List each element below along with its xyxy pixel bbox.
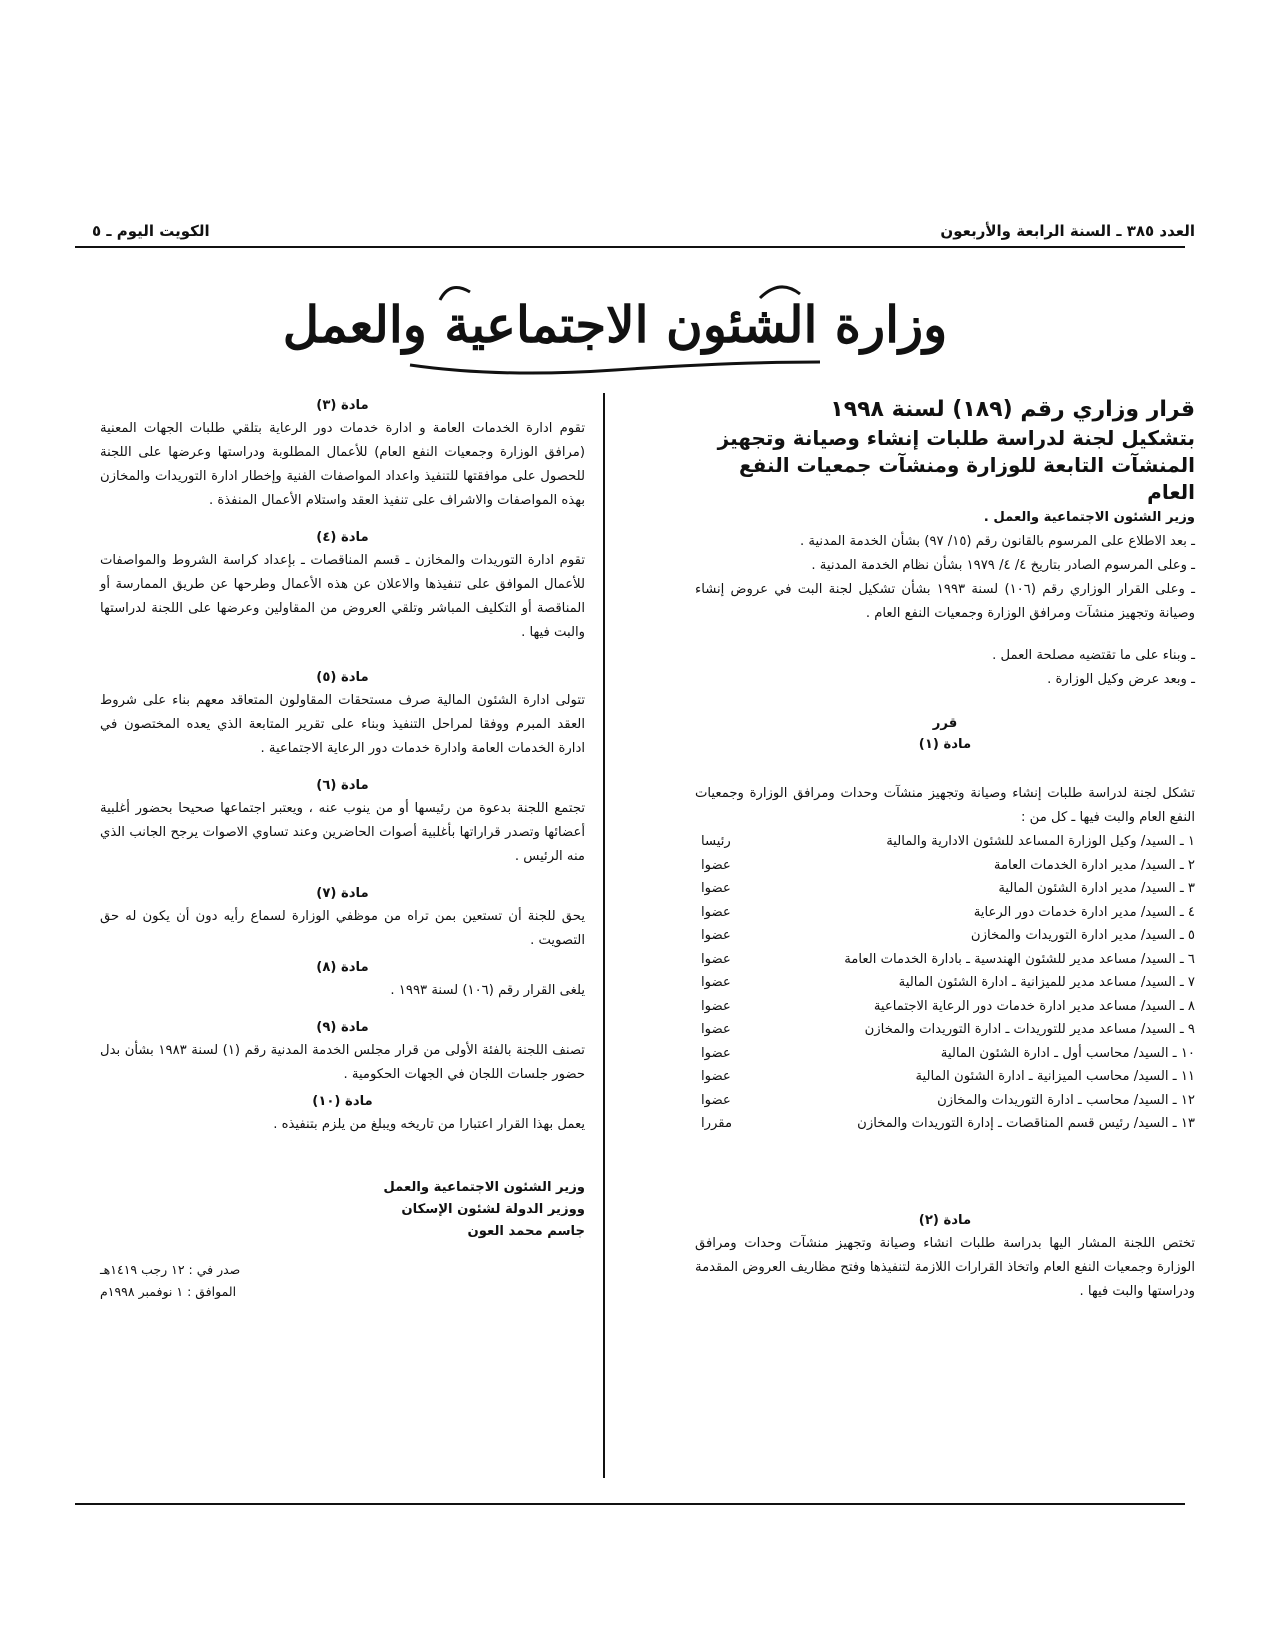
member-role: عضوا: [701, 881, 731, 896]
footer-rule: [75, 1503, 1185, 1505]
signature-title-2: ووزير الدولة لشئون الإسكان: [401, 1202, 585, 1217]
header-rule: [75, 246, 1185, 248]
issued-gregorian: الموافق : ١ نوفمبر ١٩٩٨م: [100, 1284, 237, 1299]
member-role: عضوا: [701, 1092, 731, 1108]
preamble-1: ـ بعد الاطلاع على المرسوم بالقانون رقم (١٥/ ٩٧) بشأن الخدمة المدنية .: [799, 534, 1195, 549]
member-title: ٣ ـ السيد/ مدير ادارة الشئون المالية: [998, 881, 1195, 896]
committee-member-row: [695, 995, 1195, 1019]
article-6-heading: مادة (٦): [316, 778, 369, 793]
preamble-2: ـ وعلى المرسوم الصادر بتاريخ ٤/ ٤/ ١٩٧٩ بشأن نظام الخدمة المدنية .: [811, 558, 1195, 573]
article-1-text: تشكل لجنة لدراسة طلبات إنشاء وصيانة وتجهيز منشآت وحدات ومرافق الوزارة وجمعيات النفع العام والبت فيها ـ كل من :: [695, 786, 1195, 825]
article-9-text: تصنف اللجنة بالفئة الأولى من قرار مجلس الخدمة المدنية رقم (١) لسنة ١٩٨٣ بشأن بدل حضور جلسات اللجان في الجهات الحكومية .: [100, 1043, 585, 1082]
committee-member-row: [695, 830, 1195, 854]
issued-hijri: صدر في : ١٢ رجب ١٤١٩هـ: [100, 1262, 241, 1277]
article-7-text: يحق للجنة أن تستعين بمن تراه من موظفي الوزارة لسماع رأيه دون أن يكون له حق التصويت .: [100, 909, 585, 948]
member-role: عضوا: [701, 975, 731, 990]
article-2-text: تختص اللجنة المشار اليها بدراسة طلبات انشاء وصيانة وتجهيز منشآت وحدات ومرافق الوزارة وجمعيات النفع العام واتخاذ القرارات اللازمة لتنفيذها وفتح مظاريف العروض المقدمة ودراستها والبت فيها .: [695, 1235, 1195, 1299]
signatory-name: جاسم محمد العون: [467, 1224, 585, 1239]
page-label: الكويت اليوم ـ ٥: [92, 222, 210, 240]
member-role: عضوا: [701, 857, 731, 873]
decision-title: قرار وزاري رقم (١٨٩) لسنة ١٩٩٨: [830, 397, 1195, 422]
preamble-4: ـ وبناء على ما تقتضيه مصلحة العمل .: [992, 648, 1195, 663]
committee-member-row: [695, 1089, 1195, 1113]
article-8-heading: مادة (٨): [316, 960, 369, 975]
member-role: عضوا: [701, 928, 731, 943]
decision-subtitle: بتشكيل لجنة لدراسة طلبات إنشاء وصيانة وتجهيز المنشآت التابعة للوزارة ومنشآت جمعيات النفع العام: [717, 426, 1195, 504]
committee-member-row: [695, 854, 1195, 878]
member-title: ٦ ـ السيد/ مساعد مدير للشئون الهندسية ـ بادارة الخدمات العامة: [844, 951, 1195, 967]
committee-members-list: [695, 830, 1195, 1136]
issue-date-block: [100, 1259, 585, 1303]
member-role: عضوا: [701, 951, 731, 967]
committee-member-row: [695, 1065, 1195, 1089]
masthead-logo: [282, 270, 948, 385]
article-5-text: تتولى ادارة الشئون المالية صرف مستحقات المقاولون المتعاقد معهم بناء على شروط العقد المبرم ووفقا لمراحل التنفيذ وبناء على تقرير المتابعة الذي يعده المختصون في ادارة الخدمات العامة وادارة خدمات دور الرعاية الاجتماعية .: [100, 693, 585, 756]
member-role: عضوا: [701, 998, 731, 1014]
article-3-heading: مادة (٣): [316, 398, 369, 413]
column-divider: [603, 393, 605, 1478]
member-title: ٤ ـ السيد/ مدير ادارة خدمات دور الرعاية: [973, 904, 1195, 920]
article-7-heading: مادة (٧): [316, 886, 369, 901]
signature-block: [100, 1177, 585, 1243]
right-column: [695, 395, 1195, 1304]
masthead-text: وزارة الشئون الاجتماعية والعمل: [282, 295, 948, 354]
member-title: ١ ـ السيد/ وكيل الوزارة المساعد للشئون الادارية والمالية: [886, 834, 1195, 849]
signature-title-1: وزير الشئون الاجتماعية والعمل: [383, 1180, 585, 1195]
issue-number: العدد ٣٨٥ ـ السنة الرابعة والأربعون: [940, 222, 1195, 240]
article-3-text: تقوم ادارة الخدمات العامة و ادارة خدمات دور الرعاية بتلقي طلبات الجهات المعنية (مرافق الوزارة وجمعيات النفع العام) للأعمال المطلوبة ودراستها وعرضها على اللجنة للحصول على موافقتها للتنفيذ واعداد المواصفات الفنية وإخطار ادارة التوريدات والمخازن بهذه المواصفات والاشراف على تنفيذ العقد واستلام الأعمال المنفذة .: [100, 421, 585, 508]
member-role: عضوا: [701, 1069, 731, 1084]
member-title: ١٢ ـ السيد/ محاسب ـ ادارة التوريدات والمخازن: [937, 1092, 1195, 1108]
article-2-heading: مادة (٢): [918, 1212, 972, 1228]
left-column: [100, 395, 585, 1303]
committee-member-row: [695, 1042, 1195, 1066]
member-role: عضوا: [701, 904, 731, 920]
committee-member-row: [695, 1018, 1195, 1042]
ministry-masthead: [282, 270, 948, 385]
member-title: ١٠ ـ السيد/ محاسب أول ـ ادارة الشئون المالية: [940, 1045, 1195, 1061]
committee-member-row: [695, 877, 1195, 901]
member-title: ٥ ـ السيد/ مدير ادارة التوريدات والمخازن: [970, 928, 1195, 943]
preamble-3: ـ وعلى القرار الوزاري رقم (١٠٦) لسنة ١٩٩٣ بشأن تشكيل لجنة البت في عروض إنشاء وصيانة وتجهيز منشآت ومرافق الوزارة وجمعيات النفع العام .: [695, 582, 1195, 621]
committee-member-row: [695, 971, 1195, 995]
member-title: ٨ ـ السيد/ مساعد مدير ادارة خدمات دور الرعاية الاجتماعية: [873, 998, 1195, 1014]
member-title: ١١ ـ السيد/ محاسب الميزانية ـ ادارة الشئون المالية: [915, 1069, 1195, 1084]
article-9-heading: مادة (٩): [316, 1020, 369, 1035]
article-10-heading: مادة (١٠): [312, 1094, 373, 1109]
decided-heading: قرر: [932, 716, 958, 731]
article-5-heading: مادة (٥): [316, 670, 369, 685]
member-role: عضوا: [701, 1022, 731, 1037]
committee-member-row: [695, 1112, 1195, 1136]
article-4-heading: مادة (٤): [316, 530, 369, 545]
article-6-text: تجتمع اللجنة بدعوة من رئيسها أو من ينوب عنه ، ويعتبر اجتماعها صحيحا بحضور أغلبية أعضائها وتصدر قراراتها بأغلبية أصوات الحاضرين وعند تساوي الاصوات يرجح الجانب الذي منه الرئيس .: [100, 801, 585, 864]
article-8-text: يلغى القرار رقم (١٠٦) لسنة ١٩٩٣ .: [390, 983, 585, 998]
committee-member-row: [695, 924, 1195, 948]
article-10-text: يعمل بهذا القرار اعتبارا من تاريخه ويبلغ من يلزم بتنفيذه .: [273, 1117, 585, 1132]
committee-member-row: [695, 948, 1195, 972]
member-title: ٩ ـ السيد/ مساعد مدير للتوريدات ـ ادارة التوريدات والمخازن: [864, 1022, 1195, 1037]
article-1-heading: مادة (١): [918, 737, 972, 752]
member-role: رئيسا: [701, 834, 731, 849]
member-title: ١٣ ـ السيد/ رئيس قسم المناقصات ـ إدارة التوريدات والمخازن: [857, 1116, 1195, 1131]
member-role: عضوا: [701, 1045, 731, 1061]
member-title: ٢ ـ السيد/ مدير ادارة الخدمات العامة: [993, 857, 1195, 873]
preamble-5: ـ وبعد عرض وكيل الوزارة .: [1047, 672, 1195, 687]
member-title: ٧ ـ السيد/ مساعد مدير للميزانية ـ ادارة الشئون المالية: [898, 975, 1195, 990]
member-role: مقررا: [701, 1116, 733, 1131]
article-4-text: تقوم ادارة التوريدات والمخازن ـ قسم المناقصات ـ بإعداد كراسة الشروط والمواصفات للأعمال الموافق على تنفيذها والاعلان عن هذه الأعمال وطرحها عن طريق الممارسة أو المناقصة أو التكليف المباشر وتلقي العروض من المقاولين وعرضها على اللجنة لدراستها والبت فيها .: [100, 553, 585, 640]
minister-line: وزير الشئون الاجتماعية والعمل .: [983, 510, 1195, 525]
committee-member-row: [695, 901, 1195, 925]
